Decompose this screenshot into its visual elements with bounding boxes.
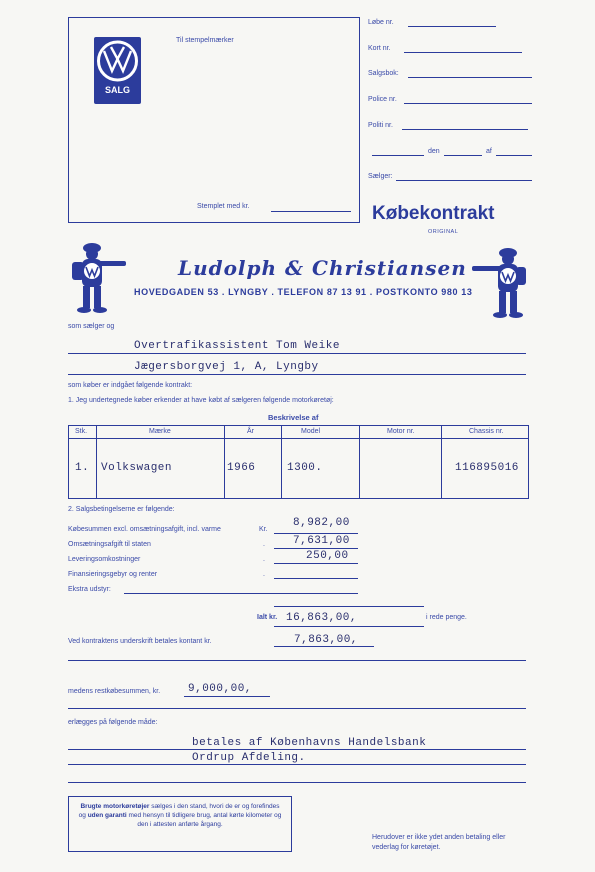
remaining-value: 9,000,00,: [188, 683, 252, 695]
payment-rule-1: [68, 749, 526, 750]
total-bottom-line: [274, 626, 424, 627]
total-value: 16,863,00,: [286, 612, 358, 624]
company-address: HOVEDGADEN 53 . LYNGBY . TELEFON 87 13 91 . POSTKONTO 980 13: [134, 287, 473, 297]
row-chassis: 116895016: [455, 462, 519, 474]
term-value-1: 8,982,00: [293, 517, 350, 529]
term-label-4: Finansieringsgebyr og renter: [68, 571, 158, 578]
stamp-amount-label: Stemplet med kr.: [197, 203, 250, 210]
police-nr-line: [404, 103, 532, 104]
payment-rule-2: [68, 764, 526, 765]
payment-line-1: betales af Københavns Handelsbank: [192, 737, 427, 749]
header-motor: Motor nr.: [387, 428, 415, 435]
header-chassis: Chassis nr.: [469, 428, 504, 435]
col-divider: [359, 426, 360, 498]
handover-note: Herudover er ikke ydet anden betaling eller vederlag for køretøjet.: [372, 834, 506, 851]
notice-part-3: uden garanti: [87, 812, 127, 819]
af-label: af: [486, 148, 492, 155]
term-prefix-3: .: [263, 556, 265, 563]
notice-part-2: sælges i den stand, hvori de er og forefindes og: [78, 803, 280, 819]
vehicle-spec-table: [68, 425, 529, 499]
date-line-3: [496, 155, 532, 156]
term-prefix-1: Kr.: [259, 526, 268, 533]
payment-label: erlægges på følgende måde:: [68, 719, 158, 726]
salgsbok-label: Salgsbok:: [368, 70, 399, 77]
police-nr-label: Police nr.: [368, 96, 397, 103]
term-value-3: 250,00: [306, 550, 349, 562]
row-stk: 1.: [75, 462, 90, 474]
col-divider: [281, 426, 282, 498]
remaining-label: medens restkøbesummen, kr.: [68, 688, 161, 695]
blank-line-2: [68, 708, 526, 709]
buyer-name-line: [68, 353, 526, 354]
buyer-name: Overtrafikassistent Tom Weike: [134, 340, 340, 352]
buyer-label: som køber er indgået følgende kontrakt:: [68, 382, 193, 389]
payment-rule-3: [68, 782, 526, 783]
den-label: den: [428, 148, 440, 155]
header-stk: Stk.: [75, 428, 88, 435]
original-label: ORIGINAL: [428, 229, 459, 235]
row-aar: 1966: [227, 462, 256, 474]
salgsbok-line: [408, 77, 532, 78]
payment-line-2: Ordrup Afdeling.: [192, 752, 306, 764]
term-prefix-2: .: [263, 541, 265, 548]
cash-value: 7,863,00,: [294, 634, 358, 646]
buyer-address-line: [68, 374, 526, 375]
cash-label: Ved kontraktens underskrift betales kontant kr.: [68, 638, 212, 645]
term-prefix-4: .: [263, 571, 265, 578]
header-model: Model: [301, 428, 321, 435]
lobe-nr-label: Løbe nr.: [368, 19, 394, 26]
politi-nr-line: [402, 129, 528, 130]
logo-text: SALG: [104, 85, 130, 95]
date-line-2: [444, 155, 482, 156]
term-label-3: Leveringsomkostninger: [68, 556, 141, 563]
total-suffix: i rede penge.: [426, 614, 467, 621]
term-line-2: [274, 548, 358, 549]
remaining-line: [184, 696, 270, 697]
stamp-amount-line: [271, 211, 351, 212]
table-header-line: [69, 438, 528, 439]
cash-line: [274, 646, 374, 647]
kort-nr-line: [404, 52, 522, 53]
contract-title: Købekontrakt: [372, 203, 495, 224]
buyer-address: Jægersborgvej 1, A, Lyngby: [134, 361, 319, 373]
blank-line-1: [68, 660, 526, 661]
traffic-officer-left-icon: [70, 240, 126, 314]
total-label: Ialt kr.: [257, 614, 278, 621]
traffic-officer-right-icon: [470, 245, 528, 319]
col-divider: [224, 426, 225, 498]
header-aar: År: [247, 428, 254, 435]
seller-label: som sælger og: [68, 323, 115, 330]
term-label-2: Omsætningsafgift til staten: [68, 541, 151, 548]
notice-part-4: med hensyn til tidligere brug, antal kørte kilometer og den i attesten anførte årgang.: [126, 812, 282, 828]
date-line-1: [372, 155, 424, 156]
notice-part-1: Brugte motorkøretøjer: [80, 803, 150, 810]
total-top-line: [274, 606, 424, 607]
clause-1: 1. Jeg undertegnede køber erkender at have købt af sælgeren følgende motorkøretøj:: [68, 397, 334, 404]
vw-emblem-icon: [94, 37, 141, 85]
lobe-nr-line: [408, 26, 496, 27]
saelger-label: Sælger:: [368, 173, 393, 180]
description-heading: Beskrivelse af: [268, 413, 319, 422]
vw-salg-logo: [94, 37, 141, 104]
stamp-label: Til stempelmærker: [176, 37, 234, 44]
kort-nr-label: Kort nr.: [368, 45, 391, 52]
header-maerke: Mærke: [149, 428, 171, 435]
term-label-1: Købesummen excl. omsætningsafgift, incl. varme: [68, 526, 221, 533]
saelger-line: [396, 180, 532, 181]
row-maerke: Volkswagen: [101, 462, 173, 474]
term-value-2: 7,631,00: [293, 535, 350, 547]
term-line-4: [274, 578, 358, 579]
term-line-1: [274, 533, 358, 534]
term-label-5: Ekstra udstyr:: [68, 586, 111, 593]
col-divider: [441, 426, 442, 498]
used-vehicle-notice: [68, 796, 292, 852]
term-line-3: [274, 563, 358, 564]
col-divider: [96, 426, 97, 498]
row-model: 1300.: [287, 462, 323, 474]
company-name: Ludolph & Christiansen: [178, 256, 467, 280]
term-line-5: [124, 593, 358, 594]
clause-2: 2. Salgsbetingelserne er følgende:: [68, 506, 175, 513]
politi-nr-label: Politi nr.: [368, 122, 393, 129]
